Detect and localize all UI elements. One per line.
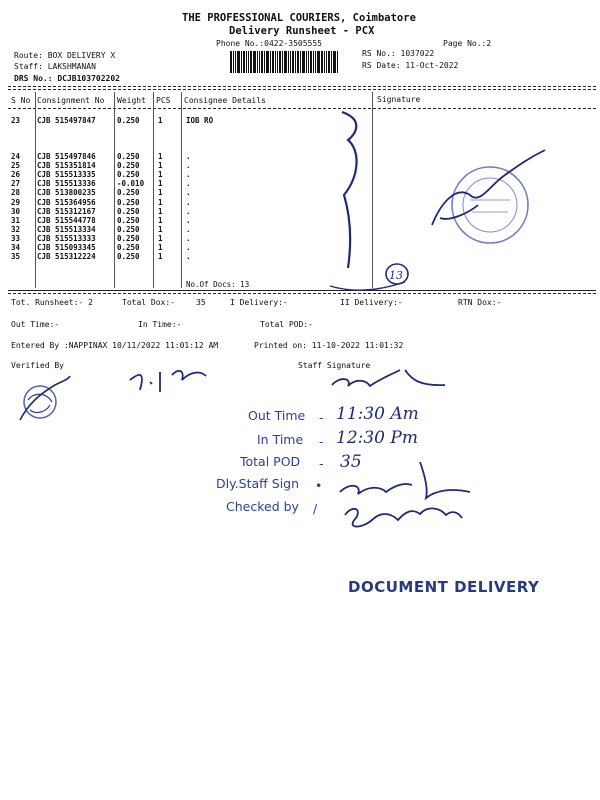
table-top-rule-2 (8, 89, 596, 90)
cell-pcs: 1 (158, 224, 163, 234)
col-divider (35, 92, 36, 288)
cell-pcs: 1 (158, 188, 163, 198)
cell-consignment: CJB 515513336 (37, 179, 96, 189)
cell-sno: 35 (11, 252, 21, 262)
cell-consignment: CJB 515513334 (37, 224, 96, 234)
cell-consignee: . (186, 252, 191, 262)
cell-pcs: 1 (158, 116, 163, 125)
cell-consignment: CJB 515544778 (37, 215, 96, 225)
cell-pcs: 1 (158, 215, 163, 225)
out-time-printed: Out Time:- (11, 320, 60, 329)
cell-pcs: 1 (158, 197, 163, 207)
in-time-printed: In Time:- (138, 320, 182, 329)
tot-runsheet: Tot. Runsheet:- 2 (11, 298, 93, 307)
header-sno: S No (11, 96, 31, 105)
stamp-dash: - (319, 456, 324, 471)
verified-seal (24, 386, 56, 418)
cell-consignment: CJB 513800235 (37, 188, 96, 198)
cell-pcs: 1 (158, 206, 163, 216)
cell-weight: 0.250 (117, 233, 140, 243)
handwritten-date (130, 371, 206, 392)
cell-weight: 0.250 (117, 206, 140, 216)
stamp-dly-staff-sign-label: Dly.Staff Sign (216, 476, 300, 491)
verified-by-label: Verified By (11, 361, 64, 370)
stamp-in-time-label: In Time (257, 432, 304, 447)
cell-consignment: CJB 515497846 (37, 152, 96, 161)
staff-signature-label: Staff Signature (298, 361, 371, 370)
document-delivery-stamp: DOCUMENT DELIVERY (348, 578, 540, 596)
cell-pcs: 1 (158, 161, 163, 171)
total-dox-label: Total Dox:- (122, 298, 175, 307)
cell-sno: 28 (11, 188, 21, 198)
cell-sno: 29 (11, 197, 21, 207)
table-bottom-rule (8, 290, 596, 291)
company-name: THE PROFESSIONAL COURIERS, Coimbatore (182, 12, 416, 24)
table-bottom-rule-2 (8, 293, 596, 294)
col-divider (114, 92, 115, 288)
cell-consignee: . (186, 224, 191, 234)
cell-consignee: . (186, 152, 191, 161)
cell-sno: 26 (11, 170, 21, 180)
cell-weight: 0.250 (117, 152, 140, 161)
cell-pcs: 1 (158, 152, 163, 161)
cell-consignment: CJB 515312224 (37, 252, 96, 262)
cell-consignment: CJB 515312167 (37, 206, 96, 216)
cell-weight: 0.250 (117, 116, 140, 125)
table-top-rule (8, 86, 596, 87)
cell-consignee: . (186, 233, 191, 243)
handwritten-out-time: 11:30 Am (336, 404, 419, 424)
stamp-dash: / (313, 501, 318, 516)
cell-consignment: CJB 515351814 (37, 161, 96, 171)
rtn-dox: RTN Dox:- (458, 298, 502, 307)
header-signature: Signature (377, 95, 421, 104)
cell-consignee: . (186, 243, 191, 252)
staff-signature (332, 370, 445, 386)
total-pod-printed: Total POD:- (260, 320, 313, 329)
stamp-total-pod-label: Total POD (240, 454, 301, 469)
cell-consignee: . (186, 215, 191, 225)
stamp-dash: - (319, 410, 324, 425)
cell-consignee: . (186, 188, 191, 198)
cell-consignee: . (186, 179, 191, 189)
cell-weight: 0.250 (117, 224, 140, 234)
cell-sno: 34 (11, 243, 21, 252)
cell-pcs: 1 (158, 243, 163, 252)
stamp-out-time-label: Out Time (248, 408, 306, 423)
col-divider (181, 92, 182, 288)
route: Route: BOX DELIVERY X (14, 51, 116, 60)
verified-signature (20, 376, 70, 420)
checked-by-signature (345, 508, 462, 526)
cell-weight: 0.250 (117, 243, 140, 252)
cell-weight: 0.250 (117, 161, 140, 171)
header-consignee: Consignee Details (184, 96, 266, 105)
i-delivery: I Delivery:- (230, 298, 288, 307)
count-circle-text: 13 (389, 269, 403, 282)
cell-sno: 32 (11, 224, 21, 234)
barcode-image (230, 51, 356, 73)
cell-weight: 0.250 (117, 215, 140, 225)
no-of-docs: No.Of Docs: 13 (186, 280, 250, 289)
cell-sno: 33 (11, 233, 21, 243)
staff: Staff: LAKSHMANAN (14, 62, 96, 71)
cell-sno: 30 (11, 206, 21, 216)
phone-number: Phone No.:0422-3505555 (216, 39, 322, 48)
handwritten-total-pod: 35 (340, 452, 362, 472)
stamp-checked-by-label: Checked by (226, 499, 299, 514)
receiver-signature (432, 150, 545, 225)
bracket-mark (342, 112, 357, 268)
cell-consignment: CJB 515093345 (37, 243, 96, 252)
col-divider (372, 92, 373, 288)
receiver-seal (452, 167, 528, 243)
cell-weight: 0.250 (117, 197, 140, 207)
cell-consignee: . (186, 161, 191, 171)
cell-weight: 0.250 (117, 188, 140, 198)
cell-sno: 24 (11, 152, 21, 161)
col-divider (153, 92, 154, 288)
cell-sno: 23 (11, 116, 21, 125)
cell-weight: 0.250 (117, 252, 140, 262)
cell-pcs: 1 (158, 179, 163, 189)
cell-sno: 27 (11, 179, 21, 189)
cell-pcs: 1 (158, 170, 163, 180)
rs-number: RS No.: 1037022 (362, 49, 435, 58)
cell-consignment: CJB 515364956 (37, 197, 96, 207)
cell-weight: 0.250 (117, 170, 140, 180)
drs-number: DRS No.: DCJB103702202 (14, 74, 120, 83)
total-dox-value: 35 (196, 298, 206, 307)
cell-consignment: CJB 515513335 (37, 170, 96, 180)
cell-sno: 25 (11, 161, 21, 171)
stamp-dash: • (315, 478, 323, 493)
entered-by: Entered By :NAPPINAX 10/11/2022 11:01:12 AM (11, 341, 219, 350)
ii-delivery: II Delivery:- (340, 298, 403, 307)
cell-consignee: . (186, 170, 191, 180)
cell-weight: -0.010 (117, 179, 145, 189)
cell-pcs: 1 (158, 252, 163, 262)
header-pcs: PCS (156, 96, 171, 105)
handwritten-in-time: 12:30 Pm (336, 428, 418, 448)
cell-consignment: CJB 515513333 (37, 233, 96, 243)
header-consignment: Consignment No (37, 96, 105, 105)
stamp-dash: - (319, 434, 324, 449)
rs-date: RS Date: 11-Oct-2022 (362, 61, 459, 70)
header-weight: Weight (117, 96, 146, 105)
cell-consignee: IOB RO (186, 116, 214, 125)
cell-consignment: CJB 515497847 (37, 116, 96, 125)
doc-title: Delivery Runsheet - PCX (229, 25, 375, 37)
page-number: Page No.:2 (443, 39, 492, 48)
header-bottom-rule (8, 108, 596, 109)
cell-consignee: . (186, 206, 191, 216)
cell-sno: 31 (11, 215, 21, 225)
cell-consignee: . (186, 197, 191, 207)
count-circle (386, 264, 408, 284)
printed-on: Printed on: 11-10-2022 11:01:32 (254, 341, 404, 350)
cell-pcs: 1 (158, 233, 163, 243)
